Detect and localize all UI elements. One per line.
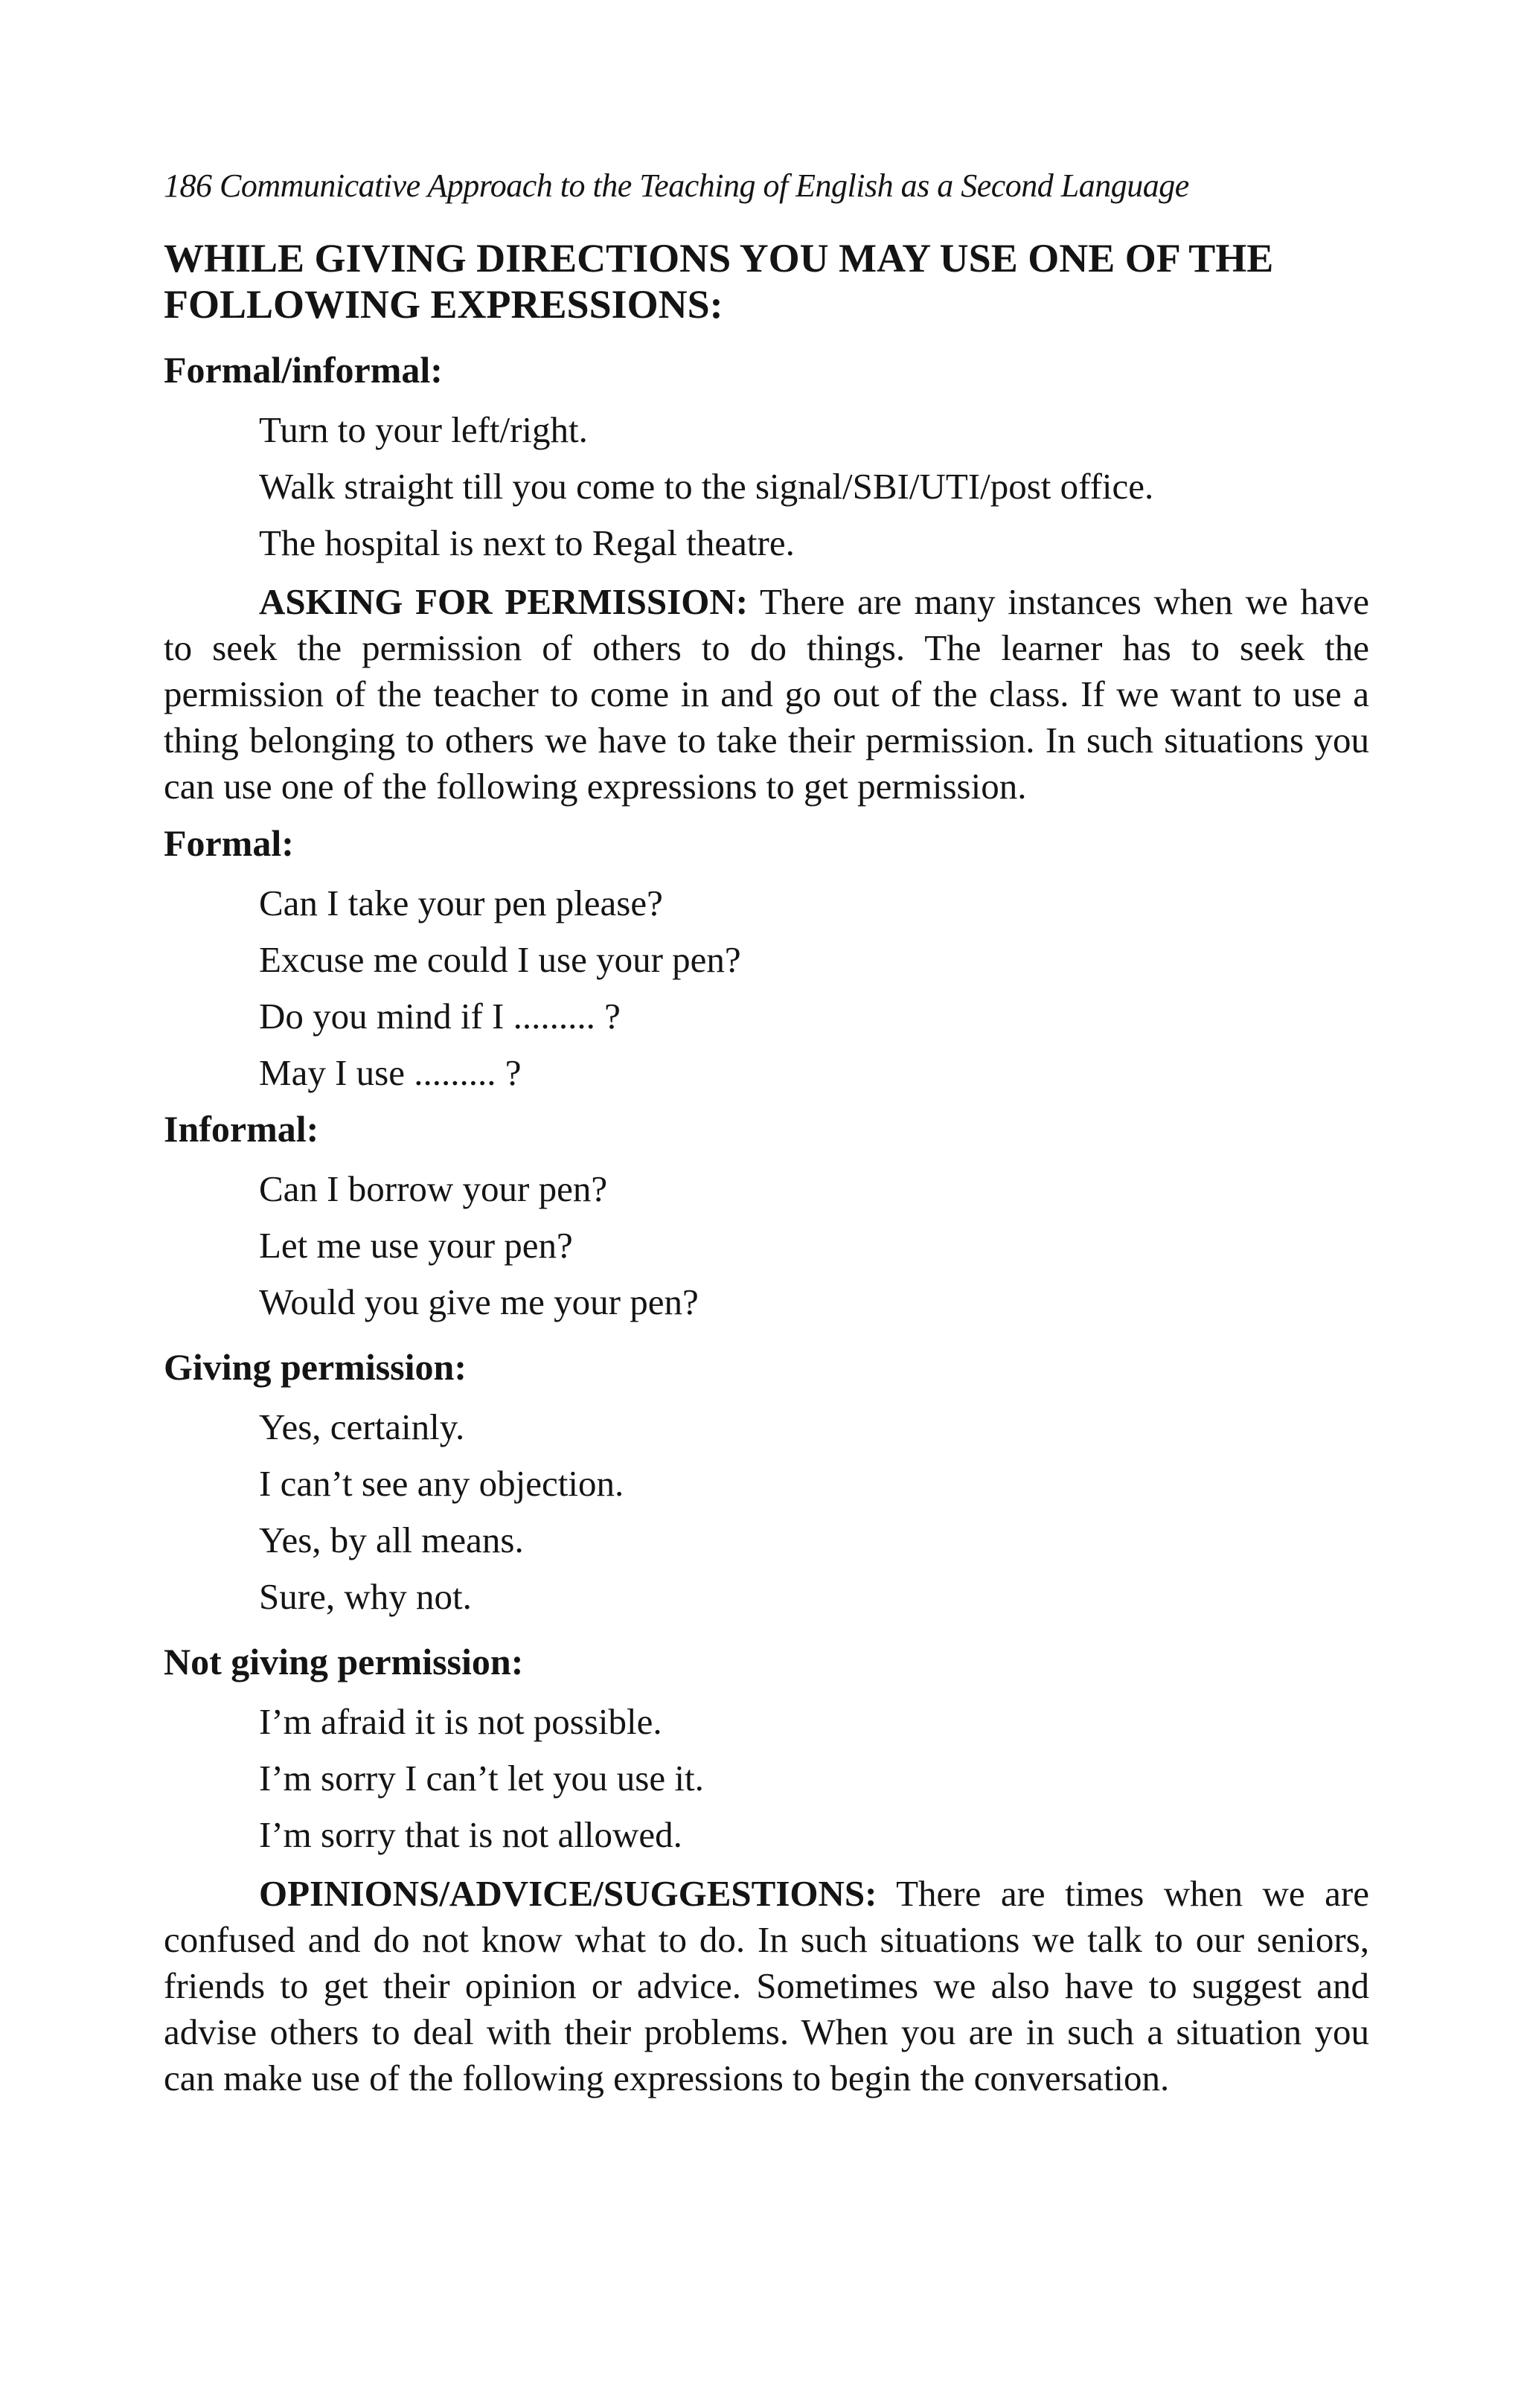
giving-permission-example: Yes, certainly. — [259, 1406, 465, 1447]
directions-example: Walk straight till you come to the signal/SBI/UTI/post office. — [259, 466, 1154, 507]
giving-permission-examples — [259, 1399, 1369, 1625]
informal-example: Can I borrow your pen? — [259, 1168, 608, 1209]
not-giving-permission-example: I’m sorry that is not allowed. — [259, 1814, 682, 1855]
formal-example: Excuse me could I use your pen? — [259, 939, 741, 980]
permission-text: There are many instances when we have to seek the permission of others to do things. The learner has to seek the permission of the teacher to come in and go out of the class. If we want to use a thing belonging to others we have to take their permission. In such situations you can use one of the following expressions to get permission. — [164, 581, 1369, 807]
not-giving-permission-example: I’m sorry I can’t let you use it. — [259, 1758, 704, 1799]
permission-paragraph — [164, 579, 1369, 810]
formal-example: Do you mind if I ......... ? — [259, 996, 621, 1037]
directions-example: Turn to your left/right. — [259, 409, 588, 450]
informal-example: Would you give me your pen? — [259, 1281, 699, 1322]
informal-example: Let me use your pen? — [259, 1225, 573, 1266]
formal-examples — [259, 875, 1369, 1101]
not-giving-permission-example: I’m afraid it is not possible. — [259, 1701, 662, 1742]
opinions-text: There are times when we are confused and do not know what to do. In such situations we talk to our seniors, friends to get their opinion or advice. Sometimes we also have to suggest and advise others to deal with their problems. When you are in such a situation you can make use of the following expressions to begin the conversation. — [164, 1873, 1369, 2098]
permission-lead: ASKING FOR PERMISSION: — [259, 581, 749, 622]
informal-examples — [259, 1161, 1369, 1331]
directions-examples — [259, 402, 1369, 571]
opinions-paragraph — [164, 1871, 1369, 2101]
informal-label: Informal: — [164, 1108, 319, 1150]
formal-informal-label: Formal/informal: — [164, 349, 443, 391]
formal-example: Can I take your pen please? — [259, 883, 663, 923]
not-giving-permission-examples — [259, 1694, 1369, 1863]
book-page — [164, 165, 1369, 2101]
running-head: 186 Communicative Approach to the Teaching of English as a Second Language — [164, 167, 1189, 204]
giving-permission-example: Yes, by all means. — [259, 1520, 524, 1560]
not-giving-permission-label: Not giving permission: — [164, 1641, 524, 1682]
formal-label: Formal: — [164, 822, 294, 864]
giving-permission-example: Sure, why not. — [259, 1576, 472, 1617]
formal-example: May I use ......... ? — [259, 1052, 522, 1093]
opinions-lead: OPINIONS/ADVICE/SUGGESTIONS: — [259, 1873, 877, 1914]
directions-heading: WHILE GIVING DIRECTIONS YOU MAY USE ONE OF THE FOLLOWING EXPRESSIONS: — [164, 236, 1274, 327]
giving-permission-example: I can’t see any objection. — [259, 1463, 624, 1504]
giving-permission-label: Giving permission: — [164, 1346, 467, 1388]
directions-example: The hospital is next to Regal theatre. — [259, 522, 795, 563]
